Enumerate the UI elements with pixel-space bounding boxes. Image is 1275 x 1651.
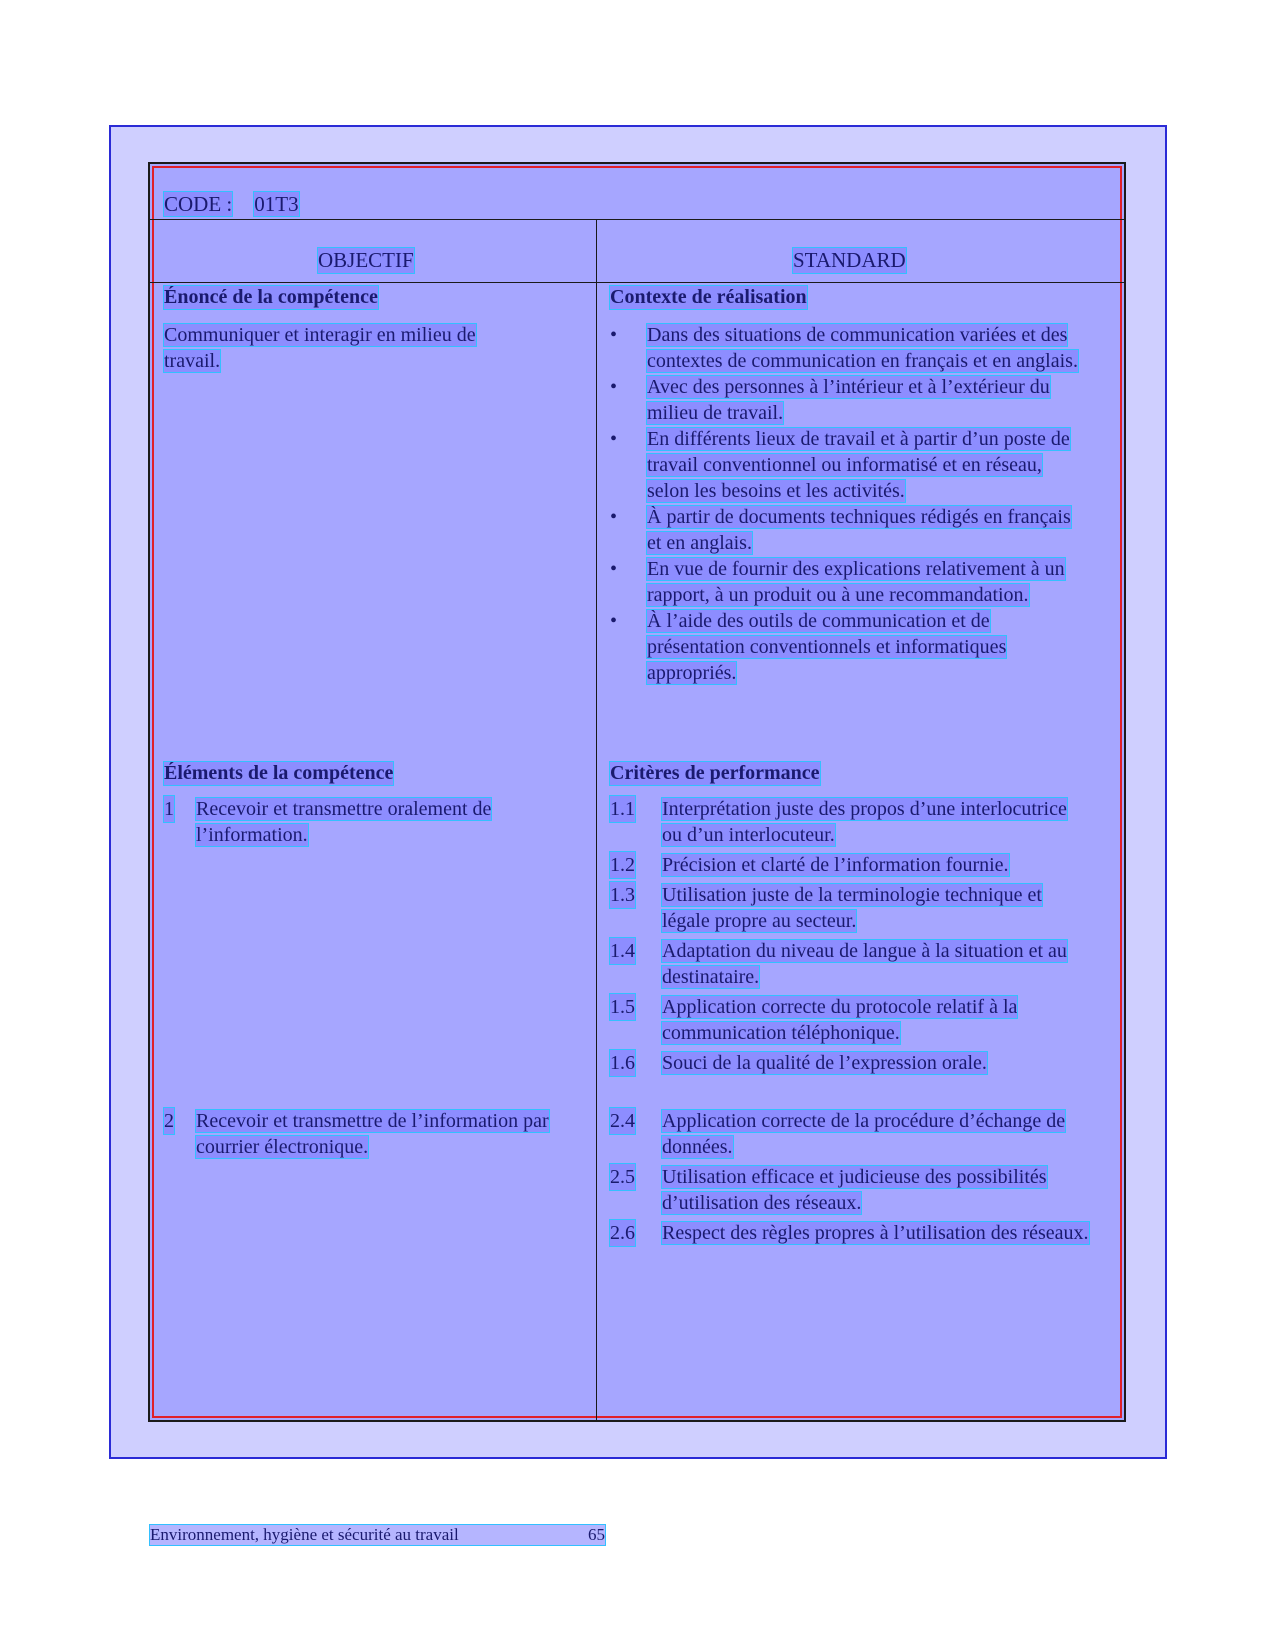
- elements-title: Éléments de la compétence: [164, 762, 394, 784]
- contexte-item: • En différents lieux de travail et à partir d’un poste de travail conventionnel ou informatisé et en réseau, selon les besoins et les activités.: [610, 428, 1070, 502]
- footer-title: Environnement, hygiène et sécurité au travail: [150, 1525, 459, 1544]
- header-divider-top: [150, 219, 1124, 220]
- critere-text: Application correcte du protocole relatif à la communication téléphonique.: [662, 996, 1018, 1044]
- critere-item: [610, 994, 1089, 1046]
- critere-text: Précision et clarté de l’information fournie.: [662, 854, 1009, 876]
- column-header-standard: STANDARD: [793, 248, 906, 272]
- critere-item: [610, 1108, 1089, 1160]
- page-footer: [150, 1525, 605, 1545]
- competency-table: [148, 162, 1126, 1422]
- critere-item: [610, 1220, 1089, 1246]
- bullet-icon: •: [610, 506, 618, 528]
- contexte-item: • Avec des personnes à l’intérieur et à l’extérieur du milieu de travail.: [610, 376, 1050, 424]
- element-number: 2: [164, 1110, 174, 1132]
- critere-text: Utilisation juste de la terminologie technique et légale propre au secteur.: [662, 884, 1042, 932]
- critere-number: 2.5: [610, 1166, 635, 1188]
- critere-number: 1.2: [610, 854, 635, 876]
- element-number: 1: [164, 798, 174, 820]
- critere-item: [610, 796, 1089, 848]
- critere-number: 1.5: [610, 996, 635, 1018]
- contexte-list: [610, 322, 1080, 686]
- contexte-item: • À partir de documents techniques rédigés en français et en anglais.: [610, 506, 1071, 554]
- contexte-item: • En vue de fournir des explications relativement à un rapport, à un produit ou à une recommandation.: [610, 558, 1065, 606]
- element-text: Recevoir et transmettre oralement de l’information.: [196, 798, 492, 846]
- enonce-title: Énoncé de la compétence: [164, 286, 378, 308]
- critere-text: Utilisation efficace et judicieuse des possibilités d’utilisation des réseaux.: [662, 1166, 1047, 1214]
- critere-text: Respect des règles propres à l’utilisation des réseaux.: [662, 1222, 1089, 1244]
- bullet-icon: •: [610, 428, 618, 450]
- contexte-item: • Dans des situations de communication variées et des contextes de communication en français et en anglais.: [610, 324, 1078, 372]
- critere-text: Interprétation juste des propos d’une interlocutrice ou d’un interlocuteur.: [662, 798, 1067, 846]
- header-divider-bottom: [150, 282, 1124, 283]
- bullet-icon: •: [610, 376, 618, 398]
- critere-text: Application correcte de la procédure d’échange de données.: [662, 1110, 1066, 1158]
- critere-number: 2.6: [610, 1222, 635, 1244]
- critere-text: Adaptation du niveau de langue à la situation et au destinataire.: [662, 940, 1067, 988]
- critere-item: [610, 1050, 1089, 1076]
- critere-number: 1.6: [610, 1052, 635, 1074]
- column-header-objectif: OBJECTIF: [318, 248, 414, 272]
- critere-text: Souci de la qualité de l’expression orale.: [662, 1052, 987, 1074]
- critere-item: [610, 852, 1089, 878]
- element-item: [164, 1108, 596, 1160]
- code-value: 01T3: [254, 192, 299, 216]
- critere-number: 1.3: [610, 884, 635, 906]
- critere-item: [610, 938, 1089, 990]
- contexte-title: Contexte de réalisation: [610, 286, 807, 308]
- bullet-icon: •: [610, 610, 618, 632]
- critere-number: 2.4: [610, 1110, 635, 1132]
- critere-item: [610, 882, 1089, 934]
- enonce-text-content: Communiquer et interagir en milieu de travail.: [164, 324, 476, 372]
- code-label: CODE :: [164, 192, 233, 216]
- element-item: [164, 796, 596, 848]
- bullet-icon: •: [610, 324, 618, 346]
- page-number: 65: [588, 1525, 605, 1544]
- critere-number: 1.4: [610, 940, 635, 962]
- contexte-item: • À l’aide des outils de communication et de présentation conventionnels et informatiques appropriés.: [610, 610, 1007, 684]
- critere-item: [610, 1164, 1089, 1216]
- code-row: [164, 192, 299, 217]
- column-divider: [596, 219, 597, 1422]
- enonce-text: [164, 322, 504, 374]
- criteres-title: Critères de performance: [610, 762, 820, 784]
- bullet-icon: •: [610, 558, 618, 580]
- critere-number: 1.1: [610, 798, 635, 820]
- element-text: Recevoir et transmettre de l’information par courrier électronique.: [196, 1110, 549, 1158]
